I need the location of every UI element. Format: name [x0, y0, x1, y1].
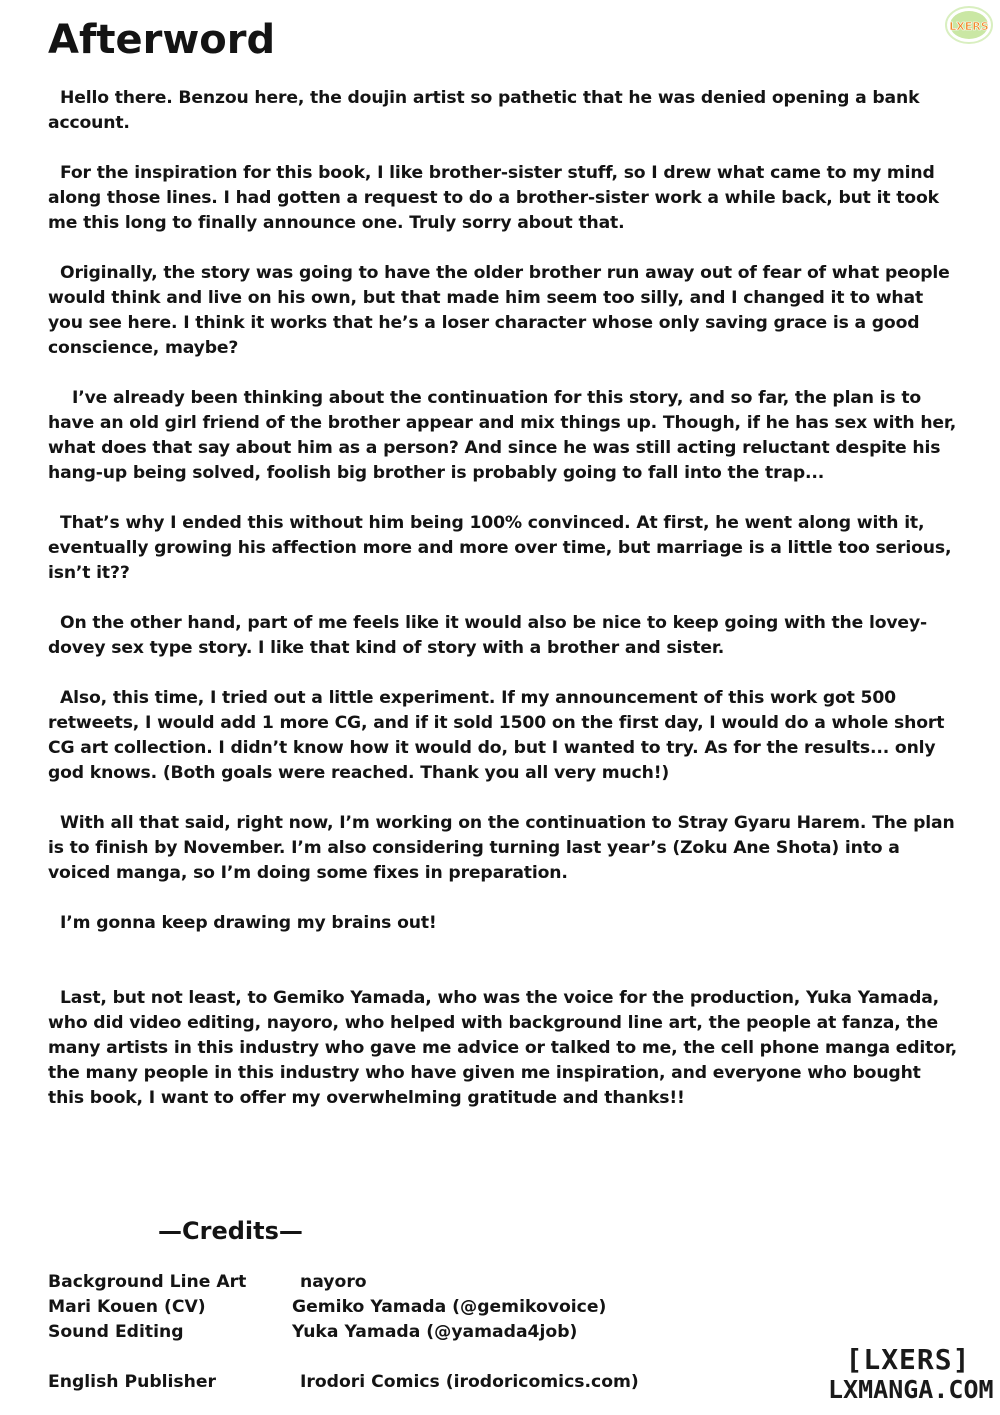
credit-role: Mari Kouen (CV)	[48, 1297, 206, 1317]
credit-name: Gemiko Yamada (@gemikovoice)	[292, 1297, 607, 1317]
paragraph-5: That’s why I ended this without him being 100% convinced. At first, he went along with it, eventually growing his affection more and more over time, but marriage is a little too serious, isn’t it??	[48, 513, 952, 583]
site-logo-badge	[944, 4, 994, 46]
credits-list	[48, 1270, 808, 1395]
paragraph-8: With all that said, right now, I’m working on the continuation to Stray Gyaru Harem. The plan is to finish by November. I’m also considering turning last year’s (Zoku Ane Shota) into a voiced manga, so I’m doing some fixes in preparation.	[48, 813, 955, 883]
badge-text: LXERS	[949, 20, 989, 33]
watermark-line-1: [LXERS]	[845, 1343, 971, 1376]
credit-row	[48, 1295, 808, 1320]
paragraph-4: I’ve already been thinking about the continuation for this story, and so far, the plan is to have an old girl friend of the brother appear and mix things up. Though, if he has sex with her, what does that say about him as a person? And since he was still acting reluctant despite his hang-up being solved, foolish big brother is probably going to fall into the trap...	[48, 388, 957, 483]
paragraph-7: Also, this time, I tried out a little experiment. If my announcement of this work got 500 retweets, I would add 1 more CG, and if it sold 1500 on the first day, I would do a whole short CG art collection. I didn’t know how it would do, but I wanted to try. As for the results... only god knows. (Both goals were reached. Thank you all very much!)	[48, 688, 945, 783]
lxers-badge-icon	[944, 4, 994, 46]
credit-role: Background Line Art	[48, 1272, 247, 1292]
credit-role: Sound Editing	[48, 1322, 184, 1342]
credit-name: nayoro	[300, 1272, 367, 1292]
paragraph-2: For the inspiration for this book, I like brother-sister stuff, so I drew what came to my mind along those lines. I had gotten a request to do a brother-sister work a while back, but it took me this long to finally announce one. Truly sorry about that.	[48, 163, 939, 233]
page-title: Afterword	[48, 17, 276, 63]
afterword-body	[48, 86, 960, 1136]
credit-row	[48, 1270, 808, 1295]
credit-name: Irodori Comics (irodoricomics.com)	[300, 1372, 639, 1392]
site-watermark	[828, 1343, 994, 1405]
credits-heading: —Credits—	[158, 1217, 303, 1245]
paragraph-6: On the other hand, part of me feels like it would also be nice to keep going with the lovey-dovey sex type story. I like that kind of story with a brother and sister.	[48, 613, 927, 658]
credit-role: English Publisher	[48, 1372, 217, 1392]
credit-row	[48, 1320, 808, 1345]
paragraph-3: Originally, the story was going to have the older brother run away out of fear of what people would think and live on his own, but that made him seem too silly, and I changed it to what you see here. I think it works that he’s a loser character whose only saving grace is a good conscience, maybe?	[48, 263, 950, 358]
credit-row	[48, 1370, 808, 1395]
paragraph-1: Hello there. Benzou here, the doujin artist so pathetic that he was denied opening a bank account.	[48, 88, 920, 133]
watermark-line-2: LXMANGA.COM	[828, 1375, 994, 1404]
credit-name: Yuka Yamada (@yamada4job)	[292, 1322, 578, 1342]
paragraph-10: Last, but not least, to Gemiko Yamada, who was the voice for the production, Yuka Yamada, who did video editing, nayoro, who helped with background line art, the people at fanza, the many artists in this industry who gave me advice or talked to me, the cell phone manga editor, the many people in this industry who have given me inspiration, and everyone who bought this book, I want to offer my overwhelming gratitude and thanks!!	[48, 988, 958, 1108]
paragraph-9: I’m gonna keep drawing my brains out!	[60, 913, 437, 933]
